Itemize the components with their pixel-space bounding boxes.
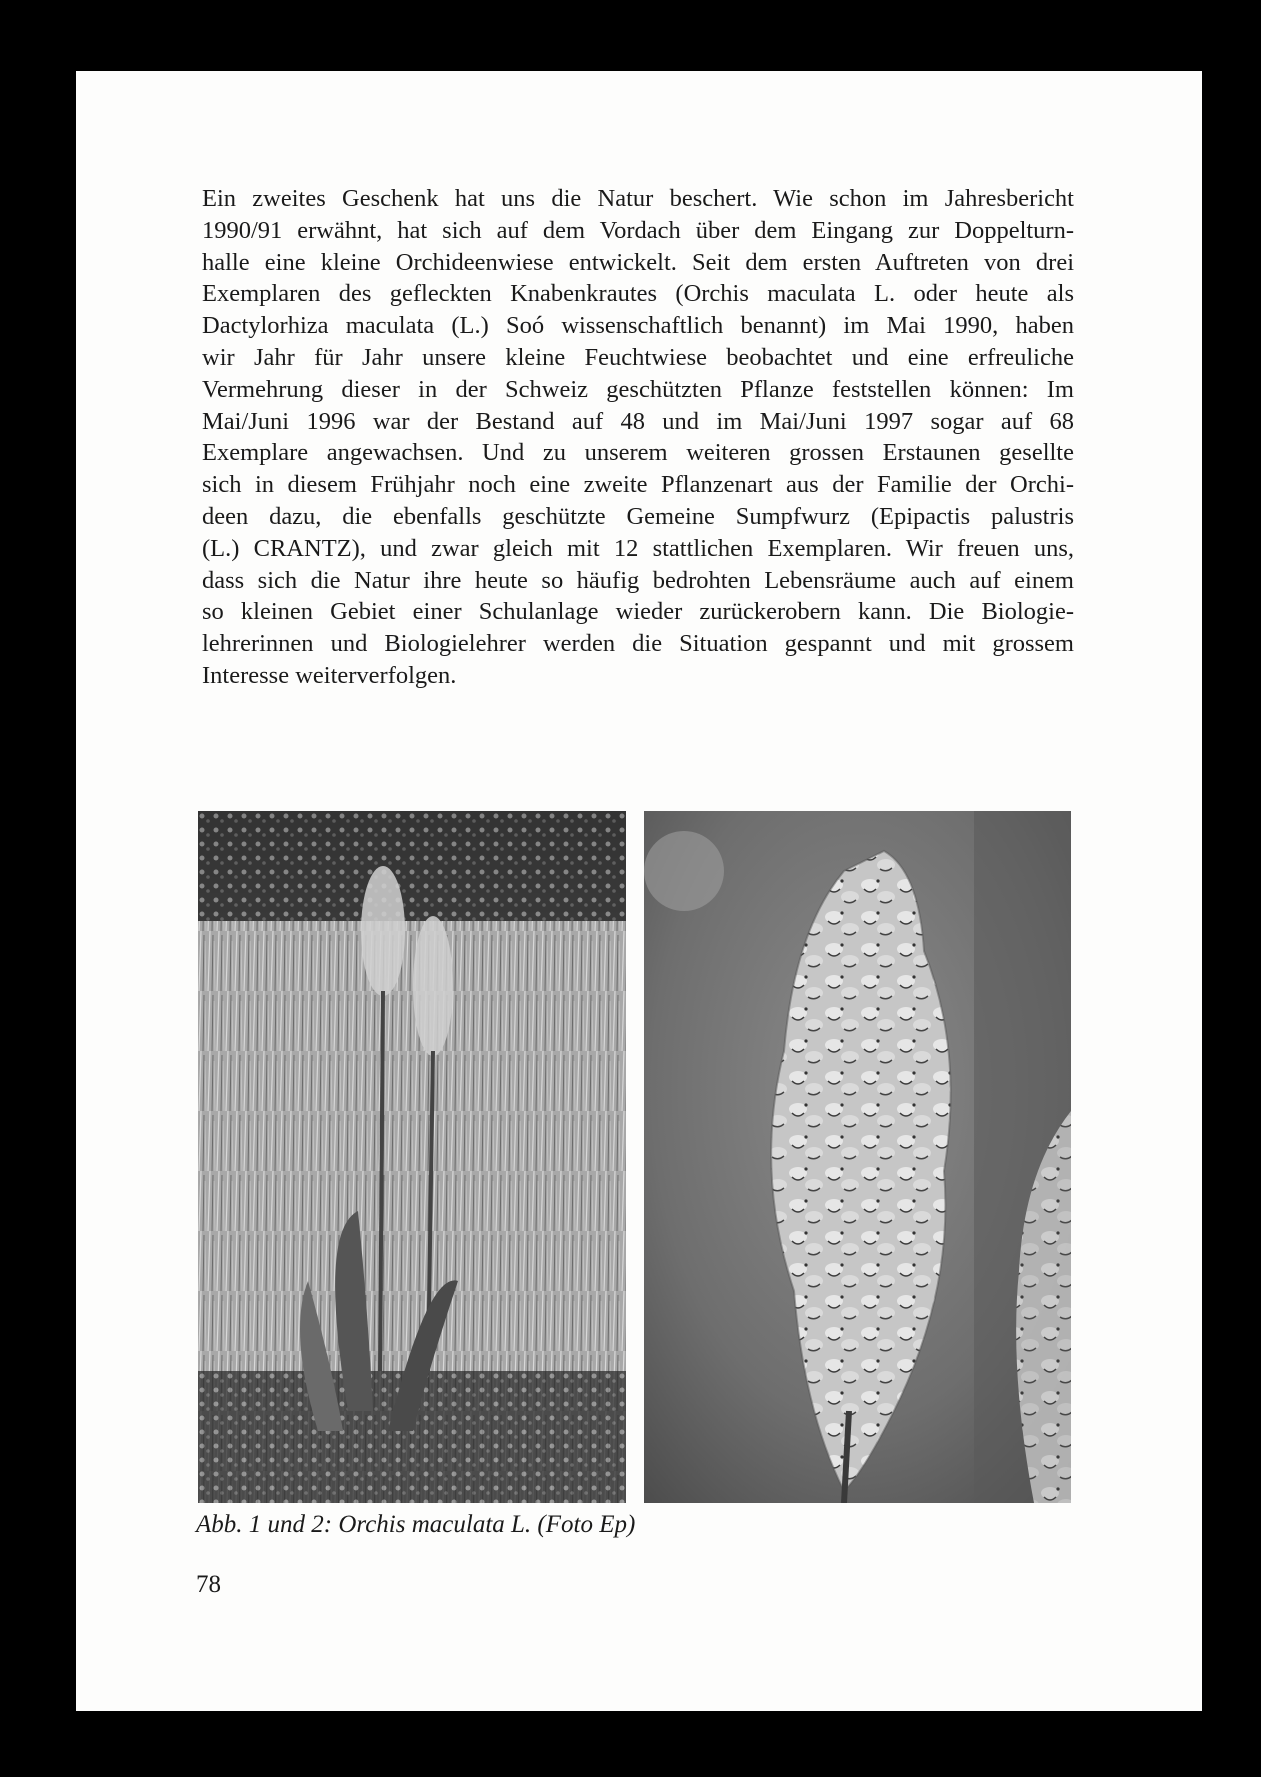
page-number: 78	[196, 1571, 221, 1598]
photo-orchid-closeup-image	[644, 811, 1071, 1503]
text-line: Exemplaren des gefleckten Knabenkrautes (Orchis maculata L. oder heute als	[202, 280, 1074, 308]
text-line: sich in diesem Frühjahr noch eine zweite Pflanzenart aus der Familie der Orchi-	[202, 471, 1074, 499]
text-line: Mai/Juni 1996 war der Bestand auf 48 und im Mai/Juni 1997 sogar auf 68	[202, 407, 1074, 435]
body-paragraph	[202, 183, 1074, 692]
text-line: so kleinen Gebiet einer Schulanlage wieder zurückerobern kann. Die Biologie-	[202, 598, 1074, 626]
text-line: deen dazu, die ebenfalls geschützte Gemeine Sumpfwurz (Epipactis palustris	[202, 502, 1074, 530]
text-line: Ein zweites Geschenk hat uns die Natur beschert. Wie schon im Jahresbericht	[202, 185, 1074, 212]
text-line: dass sich die Natur ihre heute so häufig bedrohten Lebensräume auch auf einem	[202, 566, 1074, 594]
document-page	[76, 71, 1202, 1711]
photo-orchid-meadow-image	[198, 811, 626, 1503]
text-line: halle eine kleine Orchideenwiese entwickelt. Seit dem ersten Auftreten von drei	[202, 248, 1074, 276]
text-line: Exemplare angewachsen. Und zu unserem weiteren grossen Erstaunen gesellte	[202, 439, 1074, 467]
text-line: Interesse weiterverfolgen.	[202, 661, 457, 689]
text-line: wir Jahr für Jahr unsere kleine Feuchtwiese beobachtet und eine erfreuliche	[202, 343, 1074, 371]
text-line: 1990/91 erwähnt, hat sich auf dem Vordach über dem Eingang zur Doppelturn-	[202, 216, 1074, 244]
text-line: Vermehrung dieser in der Schweiz geschützten Pflanze feststellen können: Im	[202, 375, 1074, 403]
photo-orchid-meadow	[198, 811, 626, 1503]
text-line: (L.) CRANTZ), und zwar gleich mit 12 stattlichen Exemplaren. Wir freuen uns,	[202, 534, 1074, 562]
figure-caption: Abb. 1 und 2: Orchis maculata L. (Foto Ep)	[196, 1511, 636, 1538]
text-line: Dactylorhiza maculata (L.) Soó wissenschaftlich benannt) im Mai 1990, haben	[202, 312, 1074, 340]
photo-orchid-closeup	[644, 811, 1071, 1503]
text-line: lehrerinnen und Biologielehrer werden die Situation gespannt und mit grossem	[202, 630, 1074, 658]
